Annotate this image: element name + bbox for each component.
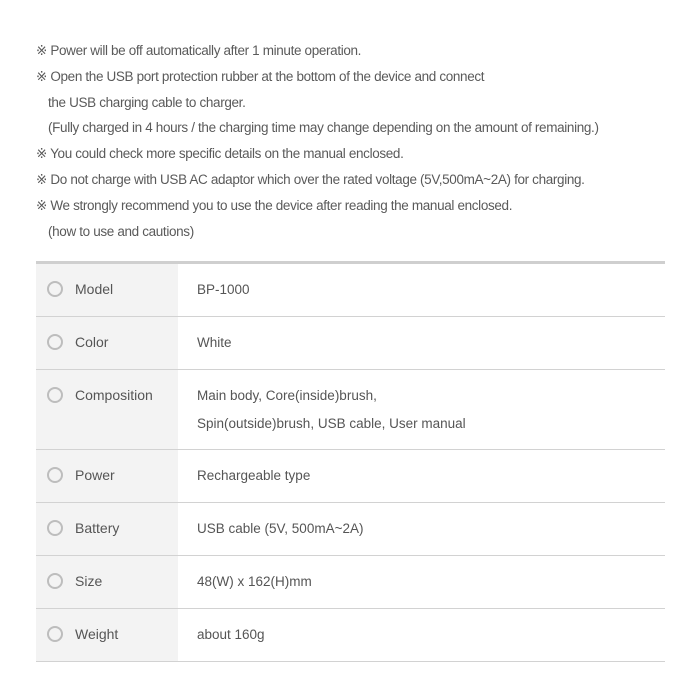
circle-bullet-icon xyxy=(47,281,63,297)
spec-value-cell xyxy=(178,317,665,369)
note-line: (how to use and cautions) xyxy=(48,223,194,239)
spec-value-cell xyxy=(178,609,665,661)
circle-bullet-icon xyxy=(47,334,63,350)
spec-value-cell xyxy=(178,370,665,449)
circle-bullet-icon xyxy=(47,626,63,642)
spec-label: Color xyxy=(75,334,109,350)
spec-label-cell xyxy=(36,370,178,449)
spec-value: about 160g xyxy=(197,627,265,642)
spec-row-size xyxy=(36,556,665,609)
spec-value: 48(W) x 162(H)mm xyxy=(197,574,312,589)
spec-table xyxy=(36,261,665,662)
note-line: ※ We strongly recommend you to use the device after reading the manual enclosed. xyxy=(36,197,513,213)
circle-bullet-icon xyxy=(47,573,63,589)
spec-label: Model xyxy=(75,281,114,297)
note-line: (Fully charged in 4 hours / the charging time may change depending on the amount of remaining.) xyxy=(48,120,599,136)
spec-value-cell xyxy=(178,556,665,608)
spec-value: White xyxy=(197,335,232,350)
note-line: ※ Power will be off automatically after 1 minute operation. xyxy=(36,43,362,58)
spec-label-cell xyxy=(36,503,178,555)
spec-value: Main body, Core(inside)brush, xyxy=(197,388,377,403)
spec-label-cell xyxy=(36,317,178,369)
note-line: ※ Open the USB port protection rubber at the bottom of the device and connect xyxy=(36,68,485,84)
spec-label: Power xyxy=(75,467,115,483)
spec-value: USB cable (5V, 500mA~2A) xyxy=(197,521,364,536)
spec-label: Battery xyxy=(75,520,120,536)
spec-value-cell xyxy=(178,264,665,316)
spec-label-cell xyxy=(36,609,178,661)
note-line: ※ Do not charge with USB AC adaptor which over the rated voltage (5V,500mA~2A) for charging. xyxy=(36,171,585,187)
spec-row-composition xyxy=(36,370,665,450)
note-line: the USB charging cable to charger. xyxy=(48,94,246,110)
circle-bullet-icon xyxy=(47,520,63,536)
spec-label-cell xyxy=(36,556,178,608)
circle-bullet-icon xyxy=(47,387,63,403)
spec-value: Spin(outside)brush, USB cable, User manual xyxy=(197,416,466,431)
spec-label: Size xyxy=(75,573,103,589)
spec-value: Rechargeable type xyxy=(197,468,311,483)
spec-value-cell xyxy=(178,503,665,555)
spec-row-model xyxy=(36,264,665,317)
spec-label: Weight xyxy=(75,626,119,642)
spec-label-cell xyxy=(36,450,178,502)
spec-value: BP-1000 xyxy=(197,282,250,297)
notes-section xyxy=(36,38,666,244)
note-line: ※ You could check more specific details on the manual enclosed. xyxy=(36,146,404,162)
spec-label-cell xyxy=(36,264,178,316)
spec-row-power xyxy=(36,450,665,503)
spec-value-cell xyxy=(178,450,665,502)
circle-bullet-icon xyxy=(47,467,63,483)
spec-label: Composition xyxy=(75,387,153,403)
spec-row-battery xyxy=(36,503,665,556)
spec-row-weight xyxy=(36,609,665,662)
spec-row-color xyxy=(36,317,665,370)
